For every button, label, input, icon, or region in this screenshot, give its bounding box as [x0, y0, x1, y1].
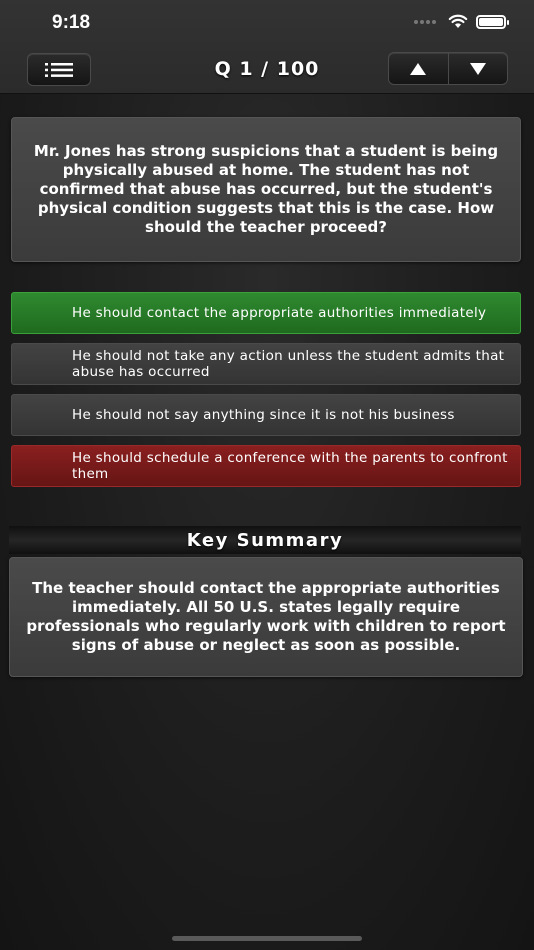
answer-option-3[interactable]: [11, 394, 521, 436]
battery-icon: [476, 15, 506, 29]
answer-text: He should not take any action unless the student admits that abuse has occurred: [72, 348, 505, 380]
next-question-button[interactable]: [448, 53, 508, 84]
answer-text: He should schedule a conference with the parents to confront them: [72, 450, 508, 482]
status-time: 9:18: [52, 12, 91, 33]
answer-text: He should not say anything since it is not his business: [72, 407, 455, 423]
home-indicator[interactable]: [172, 936, 362, 941]
answer-option-2[interactable]: [11, 343, 521, 385]
wifi-icon: [448, 14, 468, 29]
triangle-up-icon: [409, 62, 427, 76]
answer-text: He should contact the appropriate authorities immediately: [72, 305, 487, 321]
question-card: [11, 117, 521, 262]
answer-option-1[interactable]: [11, 292, 521, 334]
key-summary-text: The teacher should contact the appropriate authorities immediately. All 50 U.S. states legally require professionals who regularly work with children to report signs of abuse or neglect as soon as possible.: [26, 579, 506, 654]
status-icons: [414, 14, 506, 29]
question-nav: [388, 52, 508, 85]
key-summary-title: Key Summary: [186, 529, 344, 551]
prev-question-button[interactable]: [389, 53, 448, 84]
top-bar: [0, 0, 534, 94]
question-text: Mr. Jones has strong suspicions that a student is being physically abused at home. The student has not confirmed that abuse has occurred, but the student's physical condition suggests that this is the case. How should the teacher proceed?: [33, 142, 499, 236]
triangle-down-icon: [469, 62, 487, 76]
key-summary-header: [9, 526, 521, 554]
answer-option-4[interactable]: [11, 445, 521, 487]
key-summary-card: [9, 557, 523, 677]
cellular-signal-icon: [414, 20, 436, 24]
question-counter: Q 1 / 100: [214, 58, 320, 80]
